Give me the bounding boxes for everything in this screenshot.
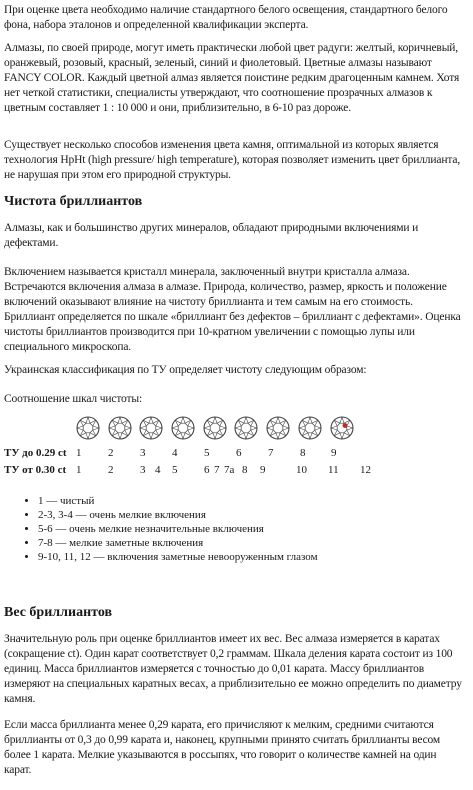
list-item: • 2-3, 3-4 — очень мелкие включения [38,508,468,522]
scale-grade: 12 [360,464,371,476]
paragraph-scale-ratio: Соотношение шкал чистоты: [4,393,142,405]
scale-grade: 5 [172,464,178,476]
scale-grade: 2 [108,464,114,476]
scale-row-label: ТУ до 0.29 ct [4,447,67,459]
paragraph-weight-categories: Если масса бриллианта менее 0,29 карата, его причисляют к мелким, средними считаются бриллианты от 0,3 до 0,99 карата и, наконец, крупными принято считать бриллианты весом более 1 карата. Мелкие указываются в россыпях, что говорит о количестве камней на один карат. [4,719,441,776]
scale-grade: 9 [260,464,266,476]
list-item: • 7-8 — мелкие заметные включения [38,536,468,550]
diamond-icon [76,416,100,440]
scale-grade: 9 [331,447,337,459]
scale-row-small [4,446,469,460]
list-item: • 1 — чистый [38,494,468,508]
scale-grade: 6 [236,447,242,459]
scale-grade: 11 [328,464,339,476]
paragraph-color-evaluation: При оценке цвета необходимо наличие стандартного белого освещения, стандартного белого фона, набора эталонов и определенной квалификации эксперта. [4,4,448,31]
scale-grade: 2 [108,447,114,459]
diamond-icon [139,416,163,440]
diamond-icon [298,416,322,440]
heading-clarity: Чистота бриллиантов [4,194,143,209]
scale-grade: 10 [296,464,307,476]
scale-grade: 4 [155,464,161,476]
list-item: • 5-6 — очень мелкие незначительные включения [38,522,468,536]
paragraph-weight-carat: Значительную роль при оценке бриллиантов имеет их вес. Вес алмаза измеряется в каратах (сокращение ct). Один карат соответствует 0,2 граммам. Шкала деления карата состоит из 100 единиц. Масса бриллиантов измеряется с точностью до 0,01 карата. Массу бриллиантов измеряют на специальных каратных весах, а приблизительно ее можно определить по диаметру камня. [4,633,462,705]
clarity-legend-list [4,494,468,564]
scale-grade: 8 [242,464,248,476]
list-item: • 9-10, 11, 12 — включения заметные невооруженным глазом [38,550,468,564]
scale-grade: 7 [214,464,220,476]
diamond-icon [203,416,227,440]
heading-weight: Вес бриллиантов [4,605,113,620]
scale-grade: 7а [224,464,235,476]
scale-row-label: ТУ от 0.30 ct [4,464,67,476]
scale-grade: 6 [204,464,210,476]
scale-grade: 7 [268,447,274,459]
scale-grade: 3 [140,447,146,459]
clarity-scale [0,416,473,486]
diamond-icon [171,416,195,440]
scale-row-medium [4,463,469,477]
paragraph-hpht: Существует несколько способов изменения цвета камня, оптимальной из которых является технология HpHt (high pressure/ high temperature), которая позволяет изменить цвет бриллианта, не нарушая при этом его природной структуры. [4,139,461,181]
paragraph-inclusions-detail: Включением называется кристалл минерала, заключенный внутри кристалла алмаза. Встречаются включения алмаза в алмазе. Природа, количество, размер, яркость и положение включений оказывают влияние на чистоту бриллианта и тем самым на его стоимость. Бриллиант определяется по шкале «бриллиант без дефектов – бриллиант с дефектами». Оценка чистоты бриллиантов производится при 10-кратном увеличении с помощью лупы или специального микроскопа. [4,266,461,353]
diamond-icon [266,416,290,440]
scale-grade: 1 [76,447,82,459]
scale-grade: 3 [140,464,146,476]
scale-grade: 4 [172,447,178,459]
diamond-with-inclusion-icon [330,416,354,440]
diamond-icon [234,416,258,440]
scale-grade: 5 [204,447,210,459]
paragraph-fancy-color: Алмазы, по своей природе, могут иметь практически любой цвет радуги: желтый, коричневый, оранжевый, розовый, красный, зеленый, синий и фиолетовый. Цветные алмазы называют FANCY COLOR. Каждый цветной алмаз является поистине редким драгоценным камнем. Хотя нет четкой статистики, специалисты утверждают, что соотношение прозрачных алмазов к цветным составляет 1 : 10 000 и они, приблизительно, в 6-10 раз дороже. [4,42,460,114]
scale-grade: 1 [76,464,82,476]
scale-grade: 8 [300,447,306,459]
paragraph-ukrainian-classification: Украинская классификация по ТУ определяет чистоту следующим образом: [4,364,367,376]
diamond-icon [108,416,132,440]
paragraph-inclusions-intro: Алмазы, как и большинство других минералов, обладают природными включениями и дефектами. [4,222,419,249]
